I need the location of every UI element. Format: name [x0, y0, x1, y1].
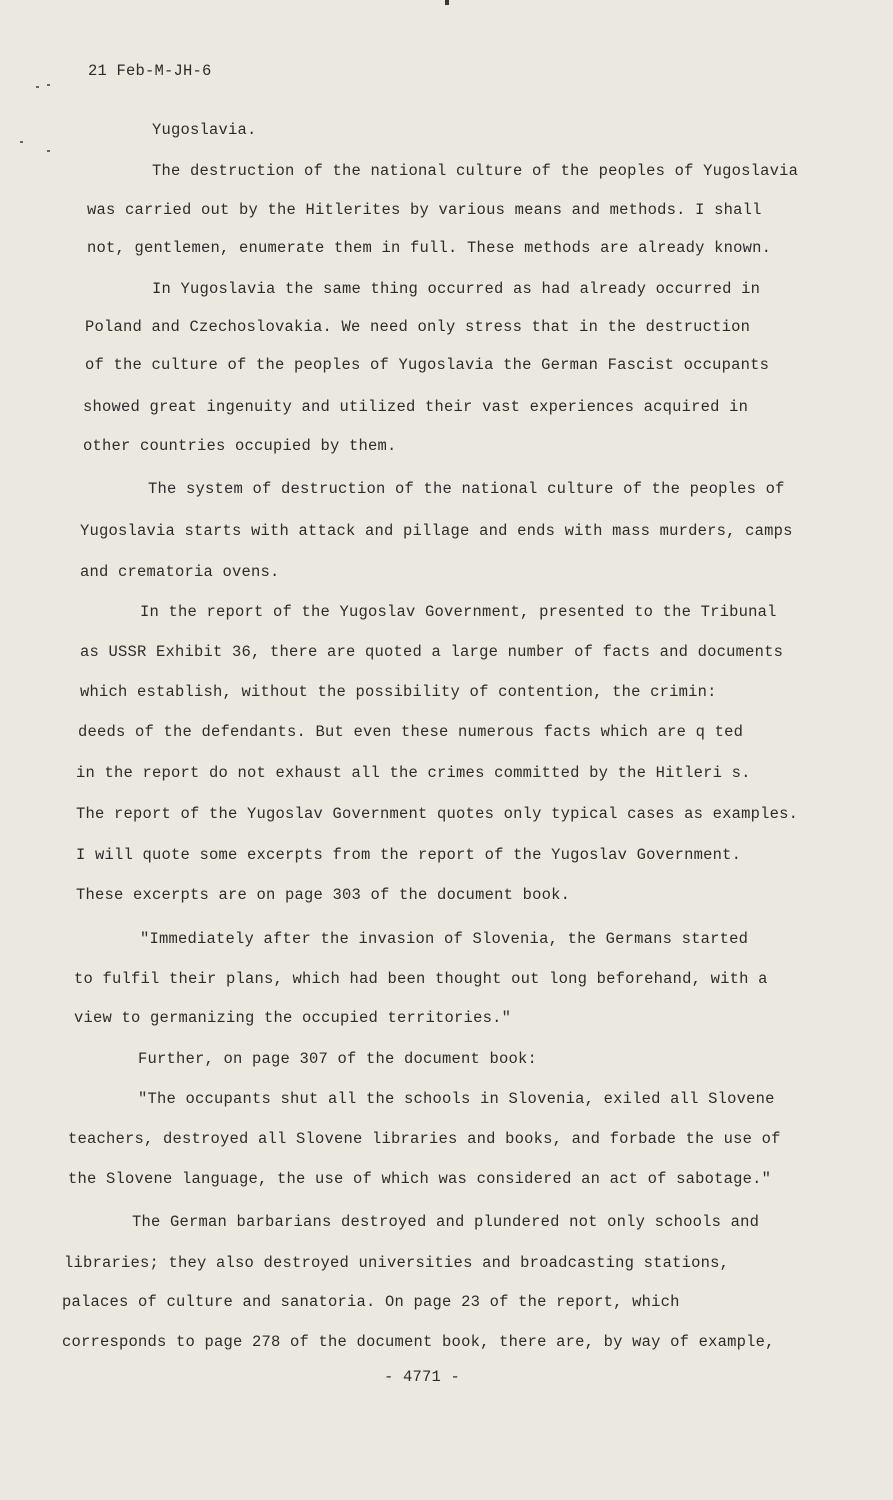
- text-line: The destruction of the national culture of the peoples of Yugoslavia: [152, 162, 799, 180]
- punch-mark: [445, 0, 449, 5]
- section-heading: Yugoslavia.: [152, 121, 257, 139]
- page-number: - 4771 -: [384, 1368, 461, 1386]
- text-line: In the report of the Yugoslav Government, presented to the Tribunal: [140, 603, 777, 621]
- text-line: "The occupants shut all the schools in Slovenia, exiled all Slovene: [138, 1090, 775, 1108]
- text-line: Further, on page 307 of the document book:: [138, 1050, 538, 1068]
- text-line: which establish, without the possibility of contention, the crimin:: [80, 683, 717, 701]
- text-line: was carried out by the Hitlerites by various means and methods. I shall: [87, 201, 762, 219]
- text-line: showed great ingenuity and utilized their vast experiences acquired in: [83, 398, 749, 416]
- text-line: I will quote some excerpts from the report of the Yugoslav Government.: [76, 846, 742, 864]
- text-line: as USSR Exhibit 36, there are quoted a large number of facts and documents: [80, 643, 784, 661]
- text-line: not, gentlemen, enumerate them in full. These methods are already known.: [87, 239, 772, 257]
- text-line: teachers, destroyed all Slovene libraries and books, and forbade the use of: [68, 1130, 781, 1148]
- document-reference: 21 Feb-M-JH-6: [88, 62, 212, 80]
- text-line: The German barbarians destroyed and plundered not only schools and: [132, 1213, 760, 1231]
- text-line: libraries; they also destroyed universities and broadcasting stations,: [64, 1254, 730, 1272]
- text-line: and crematoria ovens.: [80, 563, 280, 581]
- text-line: The report of the Yugoslav Government quotes only typical cases as examples.: [76, 805, 799, 823]
- text-line: In Yugoslavia the same thing occurred as had already occurred in: [152, 280, 761, 298]
- text-line: other countries occupied by them.: [83, 437, 397, 455]
- text-line: Poland and Czechoslovakia. We need only stress that in the destruction: [85, 318, 751, 336]
- margin-mark: [36, 86, 39, 88]
- margin-mark: [47, 150, 50, 152]
- text-line: The system of destruction of the national culture of the peoples of: [148, 480, 785, 498]
- text-line: palaces of culture and sanatoria. On page 23 of the report, which: [62, 1293, 680, 1311]
- text-line: Yugoslavia starts with attack and pillage and ends with mass murders, camps: [80, 522, 793, 540]
- text-line: in the report do not exhaust all the crimes committed by the Hitleri s.: [76, 764, 751, 782]
- margin-mark: [20, 141, 23, 143]
- margin-mark: [47, 84, 50, 86]
- text-line: corresponds to page 278 of the document book, there are, by way of example,: [62, 1333, 775, 1351]
- text-line: deeds of the defendants. But even these numerous facts which are q ted: [78, 723, 744, 741]
- text-line: of the culture of the peoples of Yugoslavia the German Fascist occupants: [85, 356, 770, 374]
- text-line: view to germanizing the occupied territories.": [74, 1009, 512, 1027]
- text-line: the Slovene language, the use of which was considered an act of sabotage.": [68, 1170, 772, 1188]
- text-line: to fulfil their plans, which had been thought out long beforehand, with a: [74, 970, 768, 988]
- text-line: These excerpts are on page 303 of the document book.: [76, 886, 571, 904]
- text-line: "Immediately after the invasion of Slovenia, the Germans started: [140, 930, 749, 948]
